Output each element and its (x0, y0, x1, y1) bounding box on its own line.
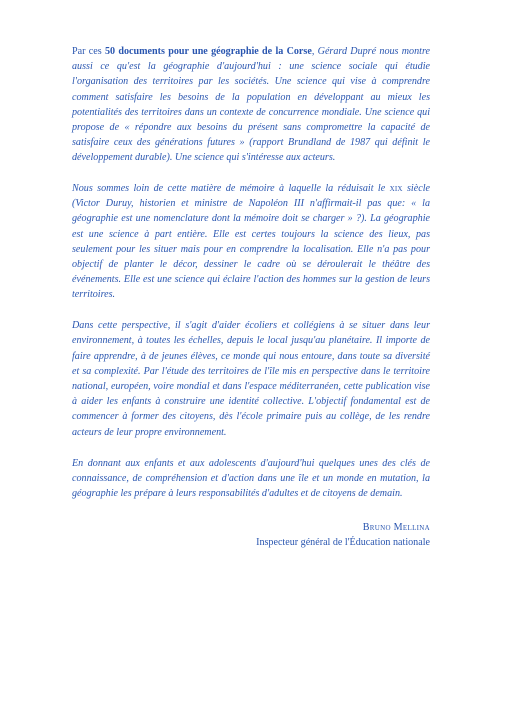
paragraph-1-text: , Gérard Dupré nous montre aussi ce qu'est la géographie d'aujourd'hui : une science sociale qui étudie l'organisation des territoires par les sociétés. Une science qui vise à comprendre comment satisfaire les besoins de la population en développant au mieux les potentialités des territoires dans un contexte de concurrence mondiale. Une science qui propose de « répondre aux besoins du présent sans compromettre la capacité de satisfaire ceux des générations futures » (rapport Brundland de 1987 qui définit le développement durable). Une science qui s'intéresse aux acteurs. (72, 46, 430, 164)
preface-page (72, 44, 430, 550)
paragraph-2 (72, 181, 430, 303)
paragraph-2-before: Nous sommes loin de cette matière de mémoire à laquelle la réduisait le (72, 183, 390, 195)
paragraph-2-after: siècle (Victor Duruy, historien et ministre de Napoléon III n'affirmait-il pas que: « la géographie est une nomenclature dont la mémoire doit se charger » ?). La géographie est une science à part entière. Elle est certes toujours la science des lieux, pas seulement pour les situer mais pour en comprendre la localisation. Elle n'a pas pour objectif de planter le décor, dessiner le cadre où se déroulerait le théâtre des événements. Elle est une science qui éclaire l'action des hommes sur la gestion de leurs territoires. (72, 183, 430, 301)
signature-block (72, 520, 430, 550)
paragraph-1-intro: Par ces (72, 46, 105, 57)
paragraph-4-text: En donnant aux enfants et aux adolescents d'aujourd'hui quelques unes des clés de connaissance, de compréhension et d'action dans une île et un monde en mutation, la géographie les prépare à leurs responsabilités d'adultes et de citoyens de demain. (72, 458, 430, 500)
paragraph-3-text: Dans cette perspective, il s'agit d'aider écoliers et collégiens à se situer dans leur environnement, à toutes les échelles, depuis le local jusqu'au planétaire. Il importe de faire apprendre, à de jeunes élèves, ce monde qui nous entoure, dans toute sa diversité et sa complexité. Par l'étude des territoires de l'île mis en perspective dans le territoire national, européen, voire mondial et dans l'espace méditerranéen, cette publication vise à aider les enfants à construire une identité collective. L'objectif fondamental est de commencer à former des citoyens, dès l'école primaire puis au collège, de les rendre acteurs de leur propre environnement. (72, 320, 430, 438)
signature-name: Bruno Mellina (362, 521, 430, 533)
book-title: 50 documents pour une géographie de la Corse (104, 46, 312, 57)
signature-title: Inspecteur général de l'Éducation nationale (256, 536, 430, 548)
century-numeral: xix (389, 183, 403, 195)
paragraph-1 (72, 44, 430, 166)
paragraph-3 (72, 318, 430, 440)
paragraph-4 (72, 456, 430, 502)
